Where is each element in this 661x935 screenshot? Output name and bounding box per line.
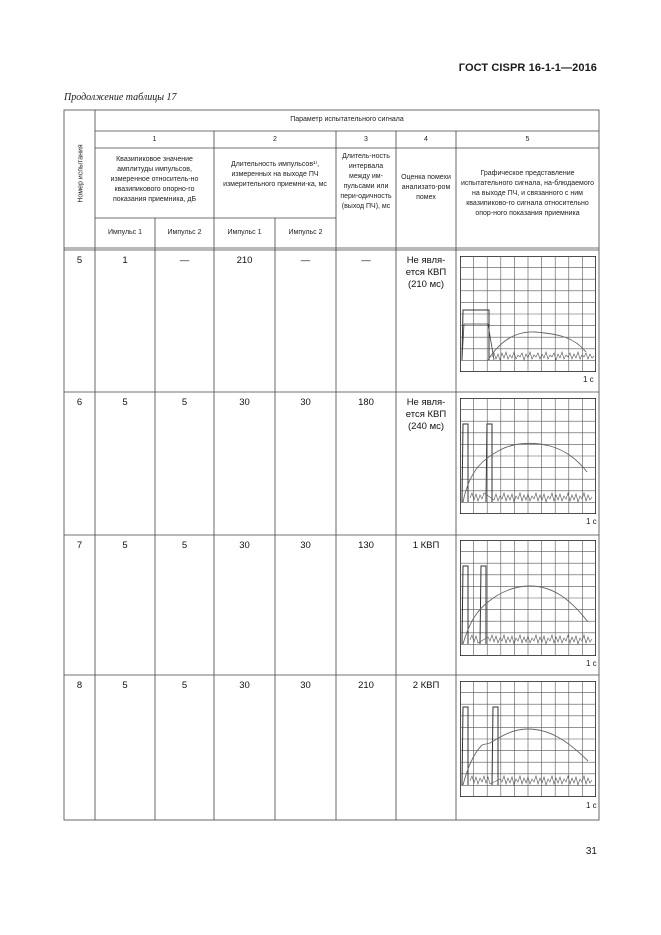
col5-description: Графическое представление испытательного сигнала, на-блюдаемого на выходе ПЧ, и связанного с ним квазипиково-го сигнала относительно опор-ного показания приемника — [460, 170, 595, 217]
row5-amp1: 1 — [122, 255, 128, 266]
oscillogram-test-8 — [460, 681, 596, 797]
sub-header-pulse1-dur: Импульс 1 — [227, 229, 262, 236]
sub-header-pulse2-dur: Импульс 2 — [288, 229, 323, 236]
sub-header-pulse1-amp: Импульс 1 — [107, 229, 143, 236]
row5-dur1: 210 — [236, 255, 253, 266]
col-number-2: 2 — [273, 136, 277, 143]
sub-header-pulse2-amp: Импульс 2 — [167, 229, 202, 236]
col3-description: Длитель-ность интервала между им-пульсами или пери-одичность (выход ПЧ), мс — [340, 153, 392, 210]
time-label-test-5: 1 с — [583, 375, 594, 384]
row7-dur2: 30 — [300, 540, 311, 551]
group-header: Параметр испытательного сигнала — [290, 116, 404, 123]
row5-num: 5 — [76, 255, 83, 266]
col-number-4: 4 — [424, 136, 428, 143]
time-label-test-6: 1 с — [586, 517, 597, 526]
oscillogram-test-5 — [460, 256, 596, 372]
oscillogram-test-6 — [460, 398, 596, 514]
row6-amp2: 5 — [181, 397, 188, 408]
row8-assessment: 2 КВП — [412, 680, 440, 691]
row6-dur2: 30 — [300, 397, 311, 408]
row7-interval: 130 — [358, 540, 374, 551]
table-caption: Продолжение таблицы 17 — [64, 92, 177, 103]
row7-dur1: 30 — [239, 540, 250, 551]
col4-description: Оценка помехи анализато-ром помех — [401, 174, 451, 201]
row7-amp2: 5 — [181, 540, 188, 551]
row6-interval: 180 — [358, 397, 374, 408]
row6-assessment: Не явля-ется КВП (240 мс) — [405, 397, 447, 432]
row8-interval: 210 — [358, 680, 374, 691]
col-number-1: 1 — [152, 136, 157, 143]
row6-dur1: 30 — [239, 397, 250, 408]
time-label-test-7: 1 с — [586, 659, 597, 668]
row6-amp1: 5 — [122, 397, 128, 408]
row5-dur2: — — [300, 255, 311, 266]
time-label-test-8: 1 с — [586, 801, 597, 810]
col-number-5: 5 — [525, 136, 530, 143]
document-id: ГОСТ CISPR 16-1-1—2016 — [458, 62, 597, 74]
col1-description: Квазипиковое значение амплитуды импульсов, измеренное относитель-но квазипикового опорно-го показания приемника, дБ — [110, 156, 199, 203]
row8-num: 8 — [76, 680, 83, 691]
row5-assessment: Не явля-ется КВП (210 мс) — [405, 255, 447, 290]
row8-dur1: 30 — [239, 680, 250, 691]
row8-amp1: 5 — [122, 680, 128, 691]
row7-assessment: 1 КВП — [412, 540, 440, 551]
row8-amp2: 5 — [181, 680, 188, 691]
row5-interval: — — [361, 255, 371, 266]
row6-num: 6 — [76, 397, 83, 408]
row-number-header: Номер испытания — [77, 144, 85, 203]
row8-dur2: 30 — [300, 680, 311, 691]
col2-description: Длительность импульсов¹⁾, измеренных на выходе ПЧ измерительного приемни-ка, мс — [223, 161, 327, 188]
row7-num: 7 — [76, 540, 83, 551]
row5-amp2: — — [179, 255, 190, 266]
oscillogram-test-7 — [460, 540, 596, 656]
row7-amp1: 5 — [122, 540, 128, 551]
page-number: 31 — [585, 846, 597, 857]
col-number-3: 3 — [364, 136, 368, 143]
